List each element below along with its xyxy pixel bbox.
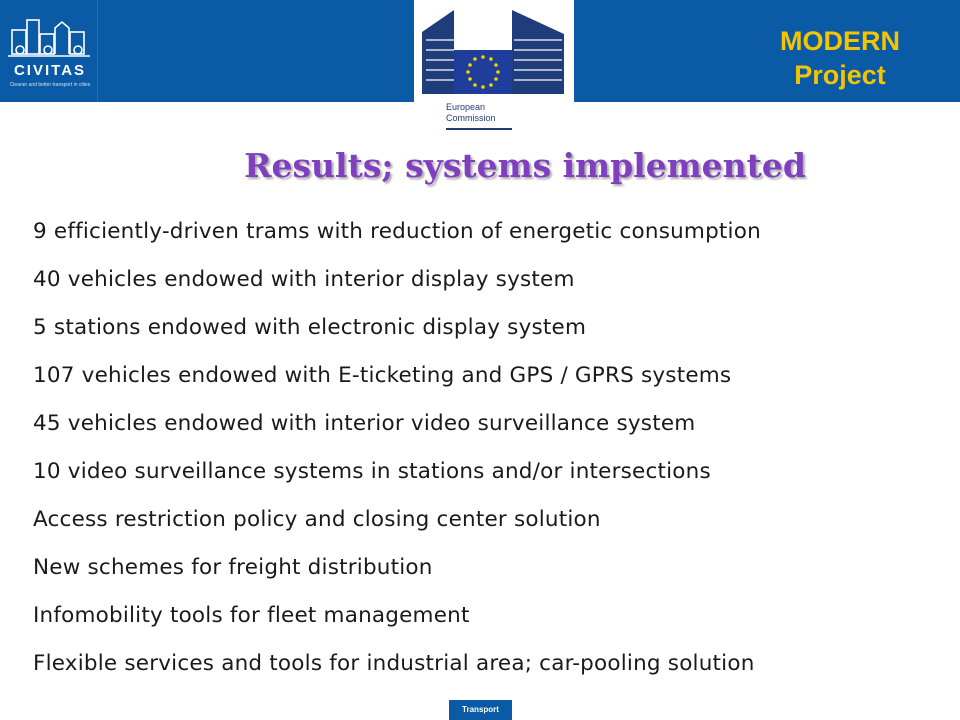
result-item: Infomobility tools for fleet management [33,603,470,628]
result-item: 40 vehicles endowed with interior display system [33,267,575,292]
project-title-line-2: Project [794,60,886,90]
commission-underline [446,128,512,130]
european-commission-label [446,102,496,124]
result-item: Access restriction policy and closing center solution [33,507,601,532]
slide-title: Results; systems implemented [244,146,806,185]
results-list [33,208,761,688]
result-item: 107 vehicles endowed with E-ticketing and GPS / GPRS systems [33,363,732,388]
civitas-wordmark: CIVITAS [13,62,87,79]
result-item: 45 vehicles endowed with interior video surveillance system [33,411,696,436]
result-item: Flexible services and tools for industrial area; car-pooling solution [33,651,755,676]
result-item: New schemes for freight distribution [33,555,433,580]
commission-line-1: European [446,102,486,112]
project-title [740,24,940,92]
city-skyline-icon [0,0,97,62]
result-item: 10 video surveillance systems in stations and/or intersections [33,459,711,484]
transport-badge: Transport [449,700,512,720]
civitas-logo [0,0,98,102]
civitas-tagline: Cleaner and better transport in cities [9,82,91,88]
commission-line-2: Commission [446,113,496,123]
result-item: 5 stations endowed with electronic display system [33,315,587,340]
project-title-line-1: MODERN [780,26,900,56]
result-item: 9 efficiently-driven trams with reduction of energetic consumption [33,219,761,244]
